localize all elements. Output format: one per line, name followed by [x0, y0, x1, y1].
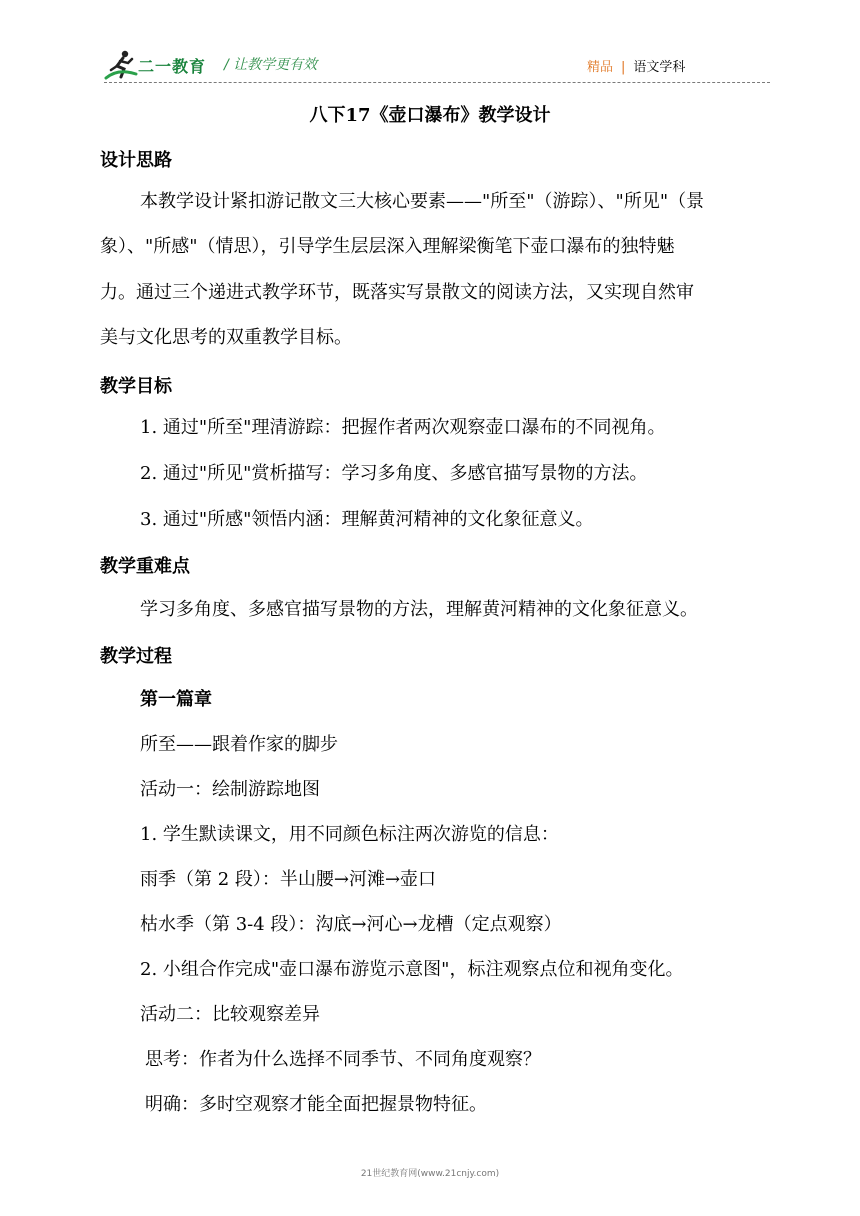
design-line-4: 美与文化思考的双重教学目标。 [100, 327, 352, 348]
process-line: 所至——跟着作家的脚步 [140, 734, 338, 755]
chapter-title: 第一篇章 [140, 689, 212, 710]
logo [104, 48, 222, 82]
page-footer: 21世纪教育网(www.21cnjy.com) [360, 1169, 500, 1179]
heading-goals: 教学目标 [100, 376, 172, 397]
goal-1: 1. 通过"所至"理清游踪：把握作者两次观察壶口瀑布的不同视角。 [140, 417, 666, 438]
premium-label: 精品 [587, 60, 614, 75]
logo-text: 二一教育 [138, 57, 207, 76]
design-line-3: 力。通过三个递进式教学环节，既落实写景散文的阅读方法，又实现自然审 [100, 282, 694, 303]
subject-label: 语文学科 [633, 60, 686, 75]
process-line: 活动一：绘制游踪地图 [140, 779, 320, 800]
process-line: 1. 学生默读课文，用不同颜色标注两次游览的信息： [140, 824, 559, 845]
goal-2: 2. 通过"所见"赏析描写：学习多角度、多感官描写景物的方法。 [140, 463, 648, 484]
header-right [587, 56, 685, 75]
process-line: 活动二：比较观察差异 [140, 1004, 320, 1025]
header-divider [104, 82, 770, 83]
header-separator: | [621, 60, 626, 75]
process-line: 明确：多时空观察才能全面把握景物特征。 [145, 1094, 487, 1115]
process-line: 思考：作者为什么选择不同季节、不同角度观察？ [145, 1049, 541, 1070]
heading-process: 教学过程 [100, 646, 172, 667]
heading-design: 设计思路 [100, 150, 172, 171]
process-line: 枯水季（第 3-4 段）：沟底→河心→龙槽（定点观察） [140, 914, 562, 935]
process-line: 2. 小组合作完成"壶口瀑布游览示意图"，标注观察点位和视角变化。 [140, 959, 684, 980]
goal-3: 3. 通过"所感"领悟内涵：理解黄河精神的文化象征意义。 [140, 509, 594, 530]
process-line: 雨季（第 2 段）：半山腰→河滩→壶口 [140, 869, 437, 890]
slogan: / 让教学更有效 [224, 57, 318, 73]
runner-icon [104, 48, 138, 82]
document-title: 八下17《壶口瀑布》教学设计 [309, 105, 551, 126]
design-line-2: 象）、"所感"（情思），引导学生层层深入理解梁衡笔下壶口瀑布的独特魅 [100, 236, 675, 257]
heading-keypoints: 教学重难点 [100, 556, 190, 577]
design-line-1: 本教学设计紧扣游记散文三大核心要素——"所至"（游踪）、"所见"（景 [140, 191, 705, 212]
page-header [0, 0, 860, 90]
keypoints-text: 学习多角度、多感官描写景物的方法，理解黄河精神的文化象征意义。 [140, 599, 698, 620]
